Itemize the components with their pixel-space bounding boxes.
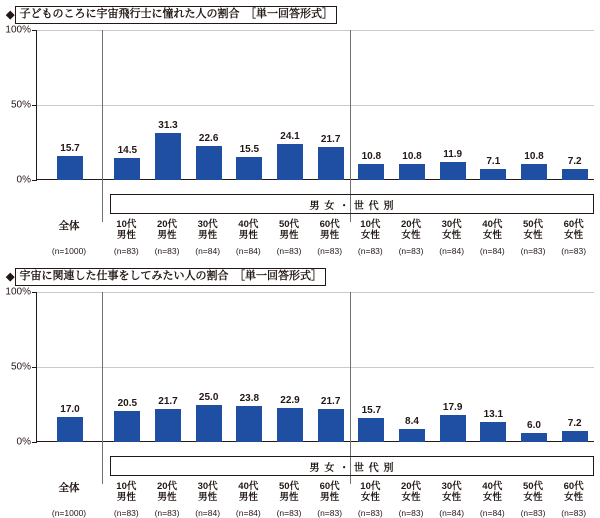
y-axis-label: 0% xyxy=(16,436,31,448)
chart-2 xyxy=(0,286,600,516)
category-8-label: 20代 女性 xyxy=(400,481,422,503)
category-2-sample-size: (n=83) xyxy=(154,246,180,256)
category-8-sample-size: (n=83) xyxy=(398,508,424,518)
y-axis-label: 100% xyxy=(5,24,31,36)
bar-3 xyxy=(196,146,222,180)
bar-value-label: 22.6 xyxy=(198,133,219,145)
gridline xyxy=(37,367,594,368)
category-9-sample-size: (n=84) xyxy=(439,508,465,518)
category-10-sample-size: (n=84) xyxy=(479,508,505,518)
category-11-sample-size: (n=83) xyxy=(520,508,546,518)
category-7-sample-size: (n=83) xyxy=(357,246,383,256)
plot-area xyxy=(5,286,594,448)
bar-value-label: 22.9 xyxy=(280,394,300,406)
category-12-label: 60代 女性 xyxy=(563,481,584,503)
group-band: 男 女 ・ 世 代 別 xyxy=(110,456,594,476)
bar-5 xyxy=(277,408,303,442)
group-separator xyxy=(102,292,103,484)
category-11-sample-size: (n=83) xyxy=(520,246,546,256)
y-axis-tick xyxy=(32,292,37,293)
category-1-label: 10代 男性 xyxy=(116,481,137,503)
bar-6 xyxy=(318,409,344,442)
category-2-sample-size: (n=83) xyxy=(154,508,180,518)
category-1-sample-size: (n=83) xyxy=(113,508,139,518)
category-12-label: 60代 女性 xyxy=(563,219,584,241)
category-5-sample-size: (n=83) xyxy=(276,246,302,256)
bar-value-label: 15.7 xyxy=(361,405,382,417)
category-3-label: 30代 男性 xyxy=(197,481,218,503)
bar-value-label: 17.9 xyxy=(442,402,463,414)
bar-4 xyxy=(236,157,262,180)
bar-11 xyxy=(521,164,547,180)
category-6-sample-size: (n=83) xyxy=(317,246,343,256)
category-3-sample-size: (n=84) xyxy=(195,246,221,256)
y-axis-tick xyxy=(32,105,37,106)
bar-2 xyxy=(155,409,181,442)
bar-9 xyxy=(440,162,466,180)
bar-value-label: 6.0 xyxy=(527,420,541,431)
category-11-label: 50代 女性 xyxy=(522,219,544,241)
bar-value-label: 7.2 xyxy=(567,156,582,168)
category-3-sample-size: (n=84) xyxy=(195,508,221,518)
category-10-sample-size: (n=84) xyxy=(479,246,505,256)
category-7-sample-size: (n=83) xyxy=(357,508,383,518)
category-10-label: 40代 女性 xyxy=(482,219,503,241)
bar-value-label: 25.0 xyxy=(198,391,219,403)
bar-value-label: 8.4 xyxy=(405,416,419,428)
bar-value-label: 15.7 xyxy=(60,143,80,155)
bar-value-label: 21.7 xyxy=(320,396,341,408)
y-axis-label: 50% xyxy=(10,361,31,373)
bar-4 xyxy=(236,406,262,442)
category-5-label: 50代 男性 xyxy=(278,219,300,241)
bar-value-label: 21.7 xyxy=(320,134,341,146)
gridline xyxy=(37,105,594,106)
group-separator xyxy=(102,30,103,222)
category-4-label: 40代 男性 xyxy=(238,219,259,241)
category-total-sample-size: (n=1000) xyxy=(51,246,87,256)
bar-12 xyxy=(562,431,588,442)
bar-value-label: 20.5 xyxy=(117,398,138,410)
bar-value-label: 10.8 xyxy=(524,150,544,162)
category-12-sample-size: (n=83) xyxy=(561,246,587,256)
category-total-sample-size: (n=1000) xyxy=(51,508,87,518)
bar-9 xyxy=(440,415,466,442)
y-axis-tick xyxy=(32,180,37,181)
bar-value-label: 11.9 xyxy=(443,149,463,161)
bar-value-label: 21.7 xyxy=(158,396,178,408)
y-axis-label: 50% xyxy=(10,99,31,111)
category-9-label: 30代 女性 xyxy=(441,481,462,503)
chart-1 xyxy=(0,24,600,256)
title-diamond-icon: ◆ xyxy=(6,9,15,22)
category-5-label: 50代 男性 xyxy=(278,481,300,503)
bar-value-label: 15.5 xyxy=(239,143,260,155)
bar-value-label: 23.8 xyxy=(239,393,260,405)
bar-3 xyxy=(196,405,222,443)
chart-1-title-text: 子どものころに宇宙飛行士に憧れた人の割合 ［単一回答形式］ xyxy=(15,6,337,24)
category-1-sample-size: (n=83) xyxy=(113,246,139,256)
bar-10 xyxy=(480,422,506,442)
bar-value-label: 13.1 xyxy=(483,409,504,421)
category-4-label: 40代 男性 xyxy=(238,481,259,503)
bar-value-label: 24.1 xyxy=(280,130,300,142)
group-band: 男 女 ・ 世 代 別 xyxy=(110,194,594,214)
category-1-label: 10代 男性 xyxy=(116,219,137,241)
bar-12 xyxy=(562,169,588,180)
bar-value-label: 10.8 xyxy=(361,150,382,162)
category-5-sample-size: (n=83) xyxy=(276,508,302,518)
bar-10 xyxy=(480,169,506,180)
bar-1 xyxy=(114,411,140,442)
bar-value-label: 7.2 xyxy=(567,418,582,430)
chart-2-title-text: 宇宙に関連した仕事をしてみたい人の割合 ［単一回答形式］ xyxy=(15,268,326,286)
category-10-label: 40代 女性 xyxy=(482,481,503,503)
category-6-label: 60代 男性 xyxy=(319,481,340,503)
bar-value-label: 7.1 xyxy=(486,156,501,168)
y-axis-label: 100% xyxy=(5,286,31,298)
bar-11 xyxy=(521,433,547,442)
y-axis-tick xyxy=(32,30,37,31)
bar-value-label: 10.8 xyxy=(402,150,422,162)
bar-8 xyxy=(399,164,425,180)
bar-value-label: 14.5 xyxy=(117,145,138,157)
bar-7 xyxy=(358,418,384,442)
y-axis-label: 0% xyxy=(16,174,31,186)
title-diamond-icon: ◆ xyxy=(6,271,15,284)
category-6-label: 60代 男性 xyxy=(319,219,340,241)
gridline xyxy=(37,30,594,31)
bar-7 xyxy=(358,164,384,180)
category-9-label: 30代 女性 xyxy=(441,219,462,241)
plot-area xyxy=(5,24,594,186)
bar-total xyxy=(57,156,83,180)
category-2-label: 20代 男性 xyxy=(156,481,178,503)
bar-8 xyxy=(399,429,425,442)
chart-1-title xyxy=(6,6,337,24)
bar-1 xyxy=(114,158,140,180)
bar-5 xyxy=(277,144,303,180)
category-8-label: 20代 女性 xyxy=(400,219,422,241)
bar-value-label: 31.3 xyxy=(158,120,178,132)
bar-value-label: 17.0 xyxy=(60,403,80,415)
y-axis-tick xyxy=(32,442,37,443)
category-12-sample-size: (n=83) xyxy=(561,508,587,518)
category-8-sample-size: (n=83) xyxy=(398,246,424,256)
category-4-sample-size: (n=84) xyxy=(235,508,261,518)
category-7-label: 10代 女性 xyxy=(360,481,381,503)
chart-2-title xyxy=(6,268,326,286)
category-7-label: 10代 女性 xyxy=(360,219,381,241)
bar-6 xyxy=(318,147,344,180)
category-total-label: 全体 xyxy=(58,482,80,494)
category-6-sample-size: (n=83) xyxy=(317,508,343,518)
y-axis-tick xyxy=(32,367,37,368)
category-total-label: 全体 xyxy=(58,220,80,232)
bar-total xyxy=(57,417,83,443)
category-2-label: 20代 男性 xyxy=(156,219,178,241)
category-4-sample-size: (n=84) xyxy=(235,246,261,256)
category-3-label: 30代 男性 xyxy=(197,219,218,241)
gridline xyxy=(37,292,594,293)
category-11-label: 50代 女性 xyxy=(522,481,544,503)
bar-2 xyxy=(155,133,181,180)
category-9-sample-size: (n=84) xyxy=(439,246,465,256)
